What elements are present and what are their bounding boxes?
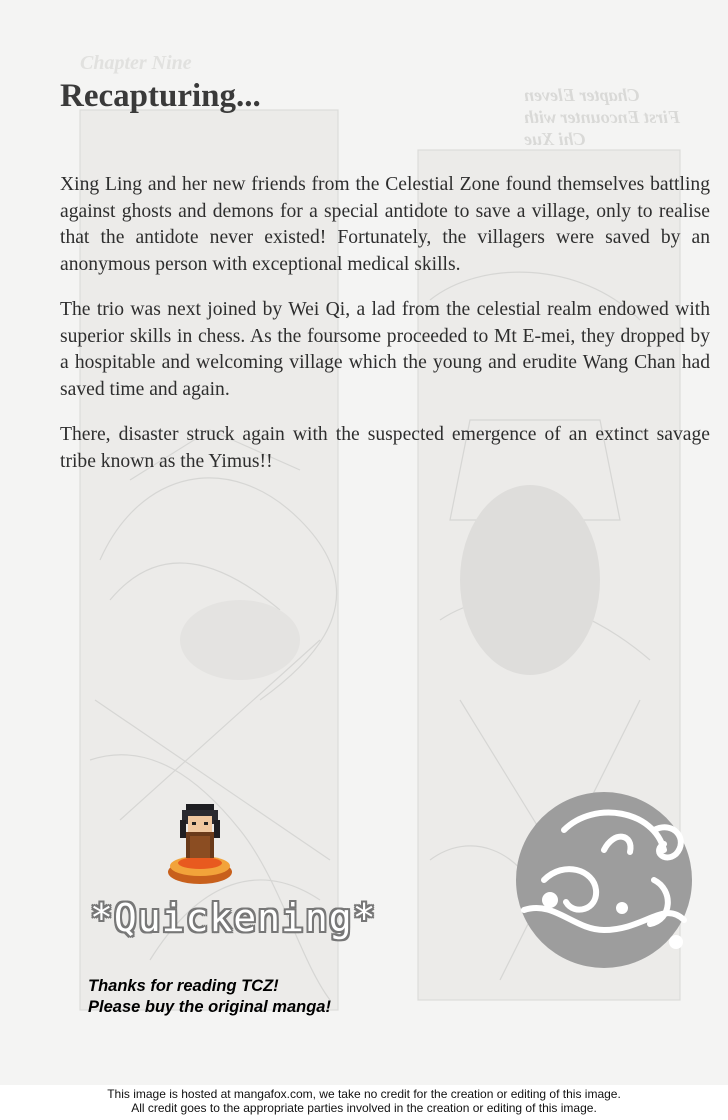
recap-paragraph: There, disaster struck again with the suspected emergence of an extinct savage tribe known as the Yimus!! — [60, 424, 710, 472]
recap-text — [60, 172, 710, 494]
thanks-line: Thanks for reading TCZ! — [88, 977, 279, 995]
thanks-note — [88, 976, 331, 1018]
hosting-disclaimer — [0, 1087, 728, 1115]
background-line: Chapter Eleven — [523, 85, 640, 105]
background-chapter-text: Chapter Nine — [80, 52, 192, 74]
background-line: First Encounter with — [523, 107, 680, 127]
disclaimer-line: This image is hosted at mangafox.com, we take no credit for the creation or editing of this image. — [107, 1087, 621, 1101]
background-line: Chi Xue — [523, 129, 586, 149]
recap-paragraph: Xing Ling and her new friends from the Celestial Zone found themselves battling against ghosts and demons for a special antidote to save a village, only to realise that the antidote never existed! Fortunately, the villagers were saved by an anonymous person with exceptional medical skills. — [60, 174, 710, 275]
scanlation-group-name: *Quickening* — [90, 896, 377, 940]
background-chapter-title — [524, 84, 680, 150]
disclaimer-line: All credit goes to the appropriate parties involved in the creation or editing of this image. — [131, 1101, 597, 1115]
recap-paragraph: The trio was next joined by Wei Qi, a lad from the celestial realm endowed with superior skills in chess. As the foursome proceeded to Mt E-mei, they dropped by a hospitable and welcoming village which the young and erudite Wang Chan had saved time and again. — [60, 299, 710, 400]
thanks-line: Please buy the original manga! — [88, 998, 331, 1016]
ornament-emblem-icon — [504, 790, 704, 970]
pixel-character-icon — [164, 800, 236, 892]
page-title: Recapturing... — [60, 78, 261, 114]
